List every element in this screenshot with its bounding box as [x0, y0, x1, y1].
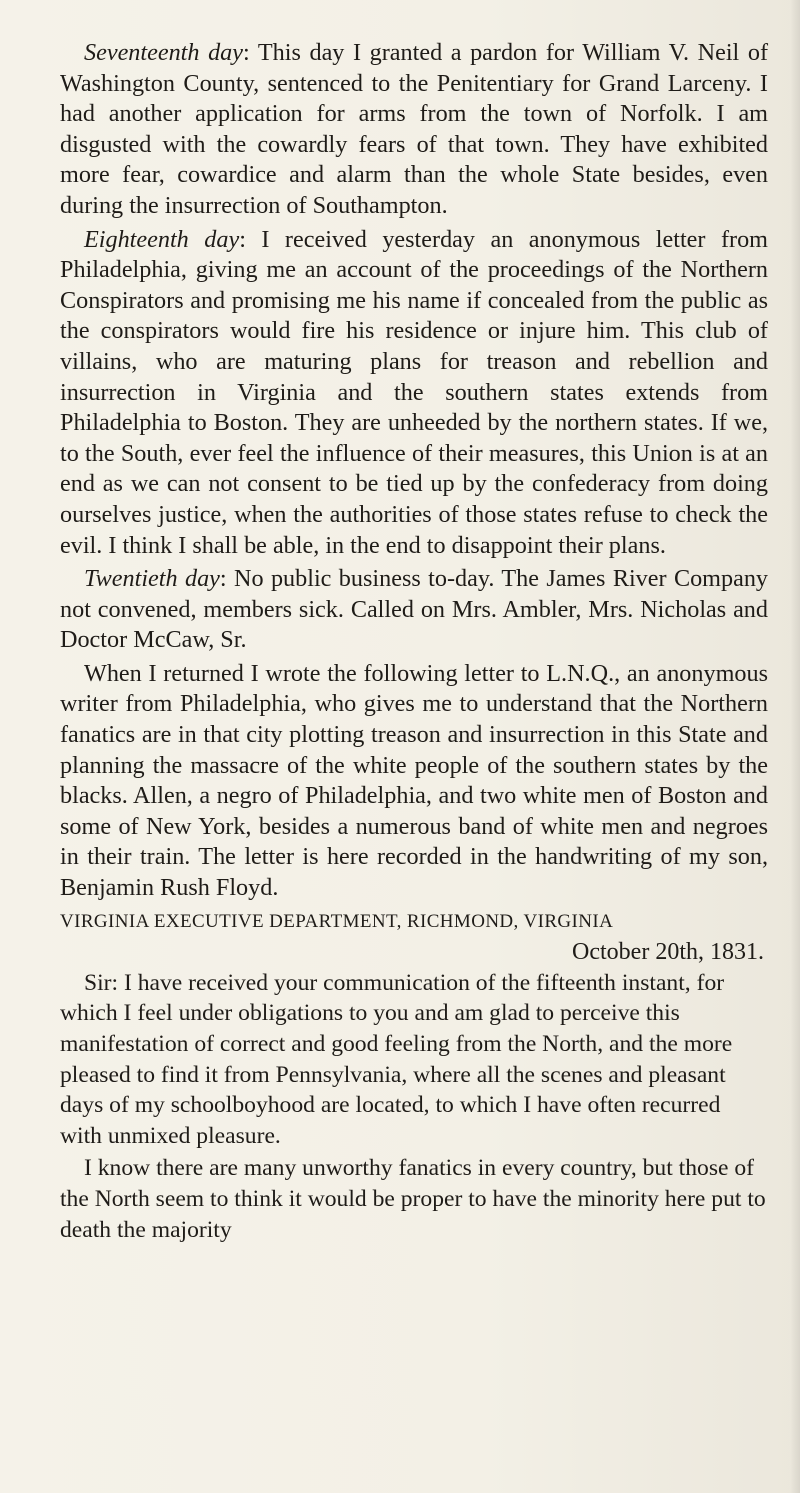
- letter-date: October 20th, 1831.: [572, 939, 764, 966]
- entry-text: When I returned I wrote the following letter to L.N.Q., an anonymous writer from Philadelphia, who gives me to understand that the Northern fanatics are in that city plotting treason and insurrection in this State and planning the massacre of the white people of the southern states by the blacks. Allen, a negro of Philadelphia, and two white men of Boston and some of New York, besides a numerous band of white men and negroes in their train. The letter is here recorded in the handwriting of my son, Benjamin Rush Floyd.: [60, 659, 768, 902]
- diary-entry-twentieth: [60, 564, 768, 656]
- entry-text: : No public business to-day. The James River Company not convened, members sick. Called on Mrs. Ambler, Mrs. Nicholas and Doctor McCaw, Sr.: [60, 565, 769, 654]
- diary-entry-seventeenth: [60, 38, 768, 222]
- diary-entry-eighteenth: [60, 225, 768, 562]
- letter-header: VIRGINIA EXECUTIVE DEPARTMENT, RICHMOND, VIRGINIA: [60, 910, 614, 932]
- letter-paragraph: I know there are many unworthy fanatics in every country, but those of the North seem to think it would be proper to have the minority here put to death the majority: [60, 1155, 766, 1243]
- page-text: [60, 38, 768, 1245]
- entry-text: : This day I granted a pardon for William V. Neil of Washington County, sentenced to the Penitentiary for Grand Larceny. I had another application for arms from the town of Norfolk. I am disgusted with the cowardly fears of that town. They have exhibited more fear, cowardice and alarm than the whole State besides, even during the insurrection of Southampton.: [60, 39, 768, 219]
- day-heading: Twentieth day: [84, 565, 220, 593]
- diary-entry-continuation: [60, 659, 768, 904]
- page-edge-shadow: [790, 0, 800, 1493]
- day-heading: Eighteenth day: [84, 225, 240, 253]
- entry-text: : I received yesterday an anonymous letter from Philadelphia, giving me an account of the proceedings of the Northern Conspirators and promising me his name if concealed from the public as the conspirators would fire his residence or injure him. This club of villains, who are maturing plans for treason and rebellion and insurrection in Virginia and the southern states extends from Philadelphia to Boston. They are unheeded by the northern states. If we, to the South, ever feel the influence of their measures, this Union is at an end as we can not consent to be tied up by the confederacy from doing ourselves justice, when the authorities of those states refuse to check the evil. I think I shall be able, in the end to disappoint their plans.: [60, 225, 768, 559]
- day-heading: Seventeenth day: [84, 39, 244, 66]
- letter-paragraph: Sir: I have received your communication of the fifteenth instant, for which I feel under obligations to you and am glad to perceive this manifestation of correct and good feeling from the North, and the more pleased to find it from Pennsylvania, where all the scenes and pleasant days of my schoolboyhood are located, to which I have often recurred with unmixed pleasure.: [60, 969, 733, 1149]
